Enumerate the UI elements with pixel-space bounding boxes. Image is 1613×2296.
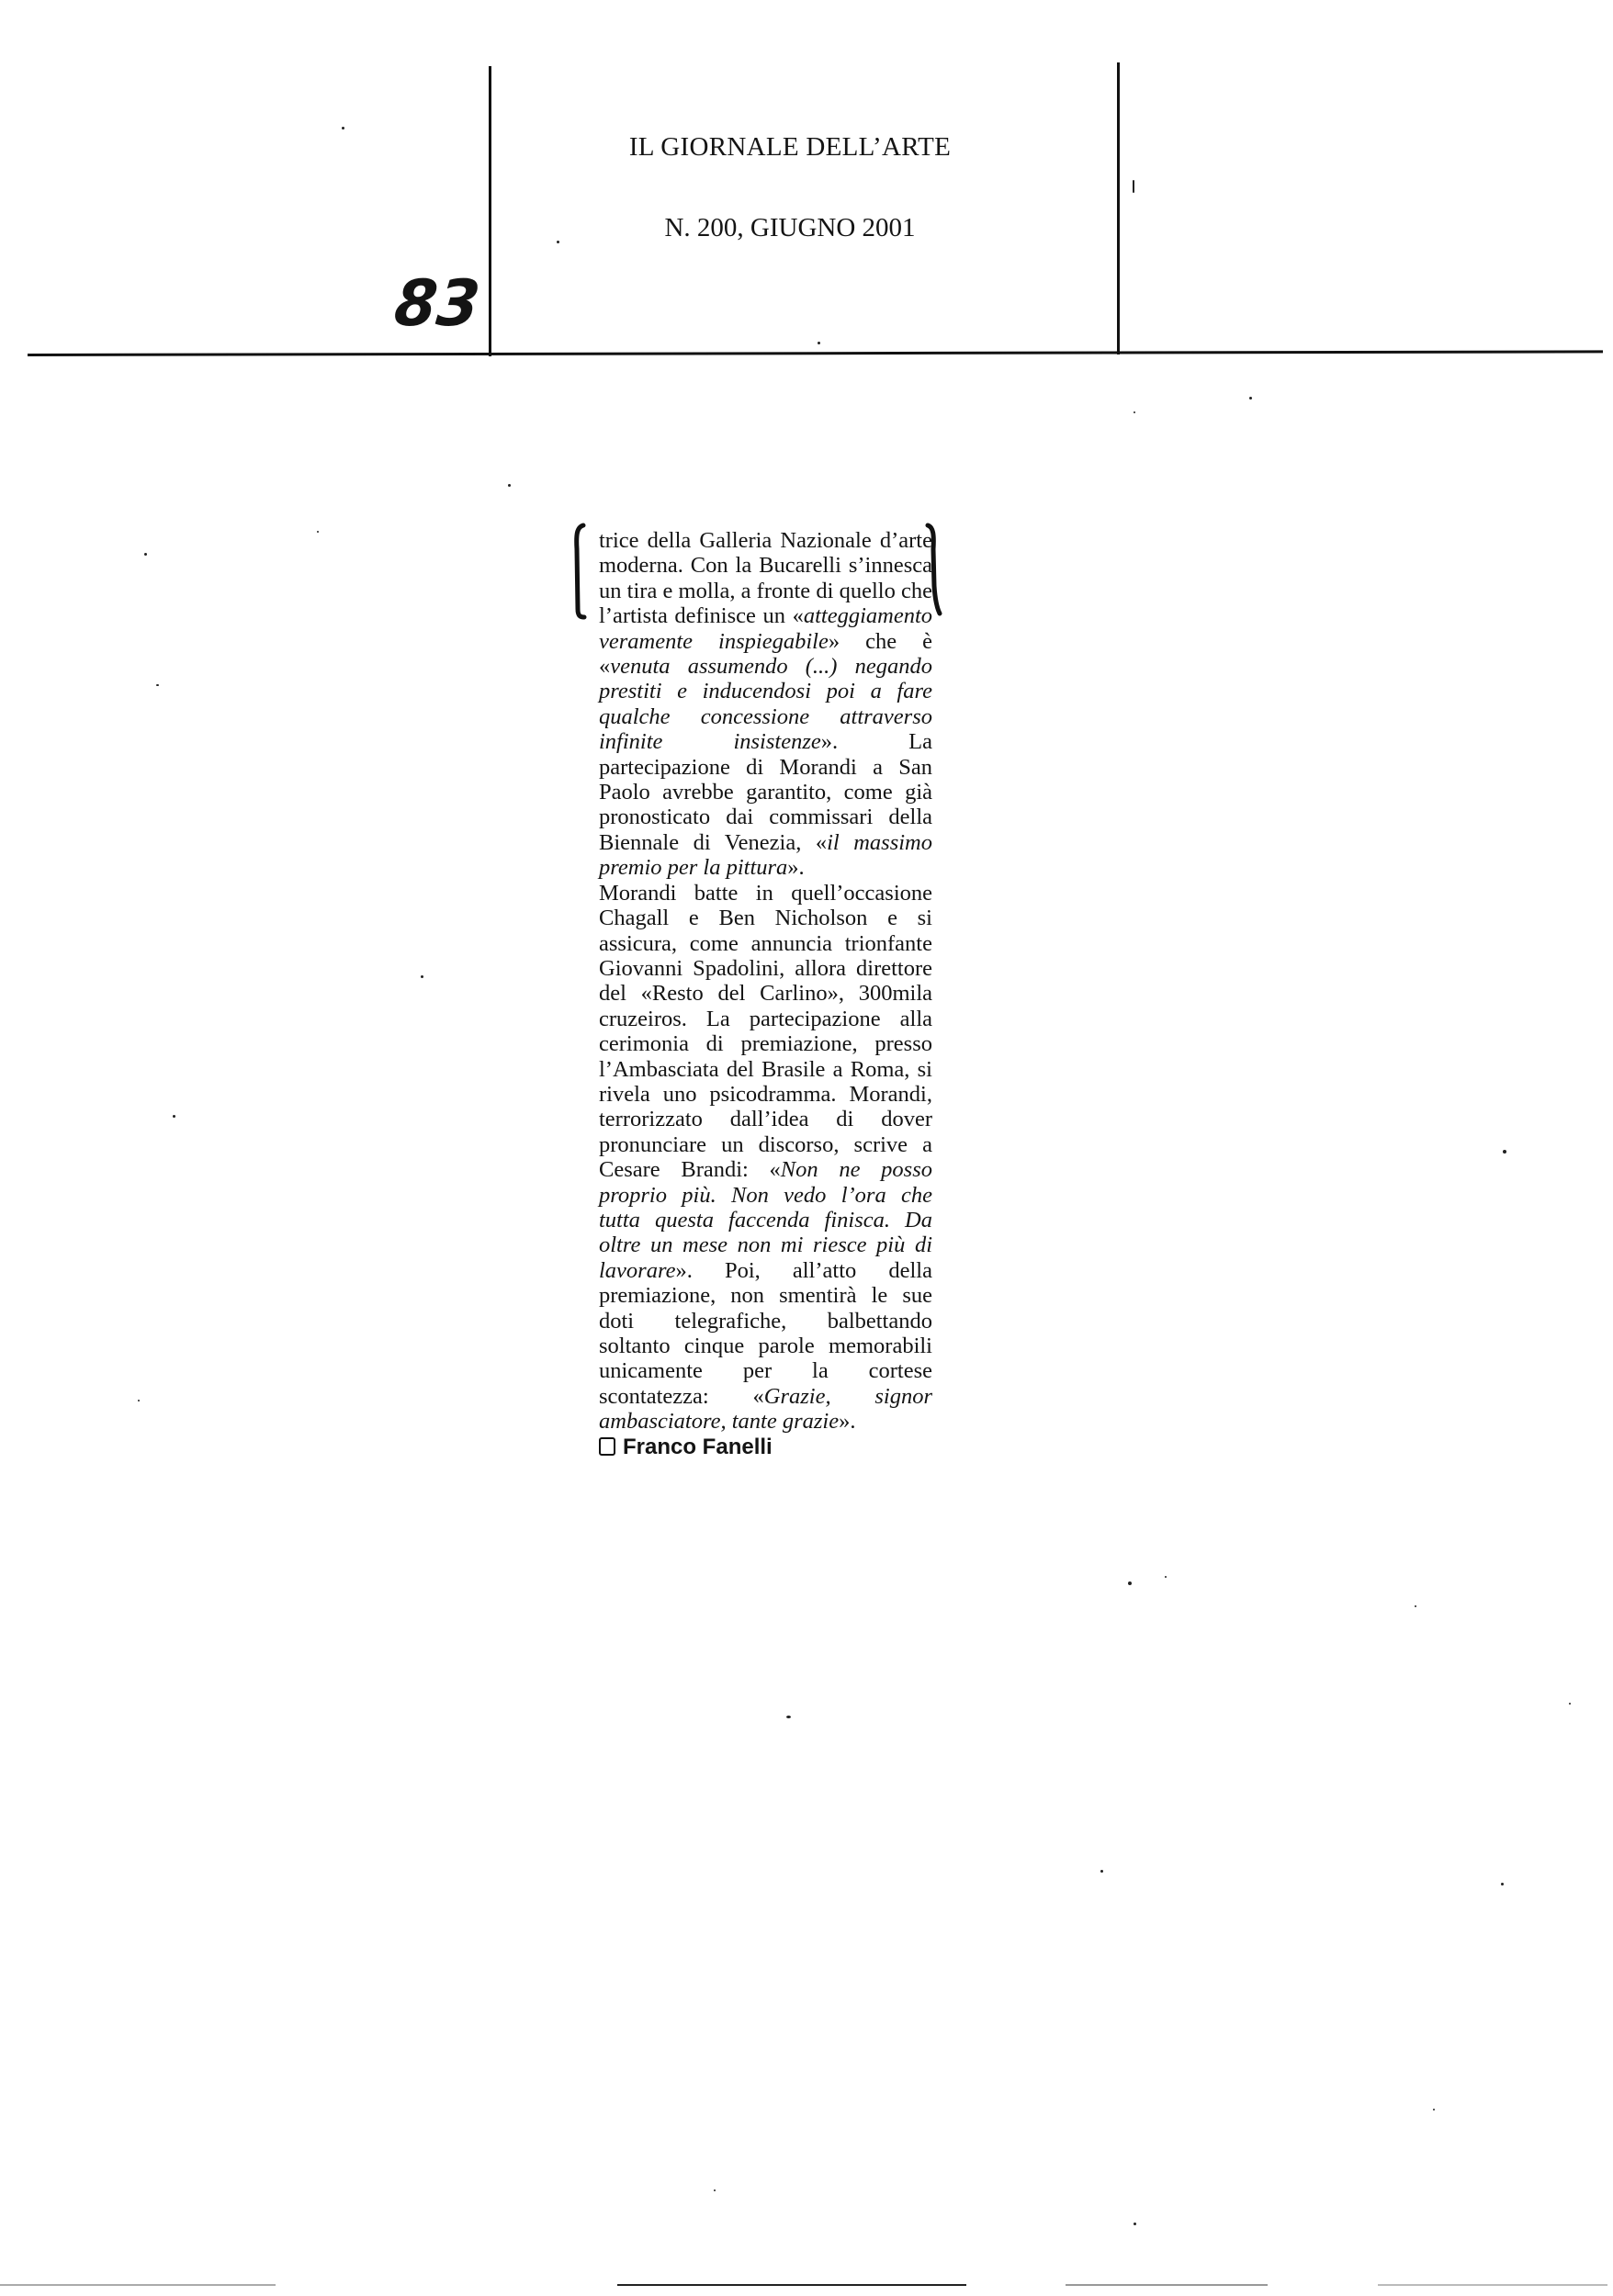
p1-quote: il massimo premio per la pittura <box>599 829 932 881</box>
p2-quote: Non ne posso proprio più. Non vedo l’ora che tutta questa faccenda finisca. Da oltre un mese non mi riesce più di lavorare <box>599 1157 932 1283</box>
scan-speck <box>557 241 559 243</box>
right-bracket-mark <box>922 522 944 623</box>
scan-edge-line <box>1378 2284 1607 2286</box>
p2-quote: Grazie, signor ambasciatore, tante grazie <box>599 1383 932 1435</box>
issue-date: N. 200, GIUGNO 2001 <box>664 213 916 242</box>
scan-speck <box>1503 1150 1506 1154</box>
scan-edge-line <box>617 2284 966 2286</box>
scan-edge-line <box>1066 2284 1268 2286</box>
scan-speck <box>818 342 820 344</box>
scan-speck <box>342 127 344 129</box>
scan-speck <box>508 484 511 487</box>
p2-run: ». <box>839 1409 856 1435</box>
scan-speck <box>138 1400 140 1401</box>
publication-title: IL GIORNALE DELL’ARTE <box>628 132 952 162</box>
scan-speck <box>1415 1605 1416 1607</box>
p1-run: trice della Galleria Nazionale d’arte moderna. Con la Bucarelli s’innesca un tira e molla, a fronte di quello che l’artista definisce un « <box>599 528 932 629</box>
scan-speck <box>1165 1576 1167 1578</box>
scan-speck <box>786 1716 791 1718</box>
scan-speck <box>173 1115 175 1118</box>
left-bracket-mark <box>571 522 588 623</box>
article-column <box>599 528 932 1459</box>
masthead-left-rule <box>489 66 491 356</box>
scan-speck <box>1100 1870 1103 1873</box>
scan-speck <box>714 2189 716 2191</box>
p2-run: Morandi batte in quell’occasione Chagall e Ben Nicholson e si assicura, come annuncia trionfante Giovanni Spadolini, allora direttore del «Resto del Carlino», 300mila cruzeiros. La partecipazione alla cerimonia di premiazione, presso l’Ambasciata del Brasile a Roma, si rivela uno psicodramma. Morandi, terrorizzato dall’idea di dover pronunciare un discorso, scrive a Cesare Brandi: « <box>599 880 932 1183</box>
p1-run: ». La partecipazione di Morandi a San Paolo avrebbe garantito, come già pronosticato dai commissari della Biennale di Venezia, « <box>599 729 932 855</box>
scan-speck <box>1134 2223 1136 2225</box>
article-paragraph-1 <box>599 528 932 881</box>
article-paragraph-2 <box>599 881 932 1435</box>
byline <box>599 1435 932 1459</box>
masthead-bottom-rule <box>28 350 1603 356</box>
scan-speck <box>317 531 319 533</box>
masthead-right-rule <box>1117 62 1120 355</box>
scan-speck <box>144 553 147 556</box>
author-name: Franco Fanelli <box>623 1434 773 1459</box>
scan-speck <box>1249 397 1252 400</box>
scan-speck <box>421 975 423 978</box>
p1-quote: atteggiamento veramente inspiegabile <box>599 603 932 654</box>
byline-square-icon <box>599 1437 615 1456</box>
scan-speck <box>156 684 159 686</box>
scan-speck <box>1569 1703 1571 1705</box>
scan-speck <box>1433 2109 1435 2110</box>
p2-run: ». Poi, all’atto della premiazione, non smentirà le sue doti telegrafiche, balbettando soltanto cinque parole memorabili unicamente per la cortese scontatezza: « <box>599 1257 932 1409</box>
scan-speck <box>1501 1883 1504 1885</box>
p1-run: » che è « <box>599 628 933 680</box>
scan-speck <box>1128 1581 1132 1585</box>
handwritten-page-number: 83 <box>390 266 484 341</box>
scan-edge-line <box>0 2284 276 2286</box>
p1-quote: venuta assumendo (...) negando prestiti e inducendosi poi a fare qualche concessione attraverso infinite insistenze <box>599 654 932 755</box>
scan-speck <box>1133 180 1134 193</box>
scan-speck <box>1134 411 1135 413</box>
p1-run: ». <box>787 855 805 881</box>
